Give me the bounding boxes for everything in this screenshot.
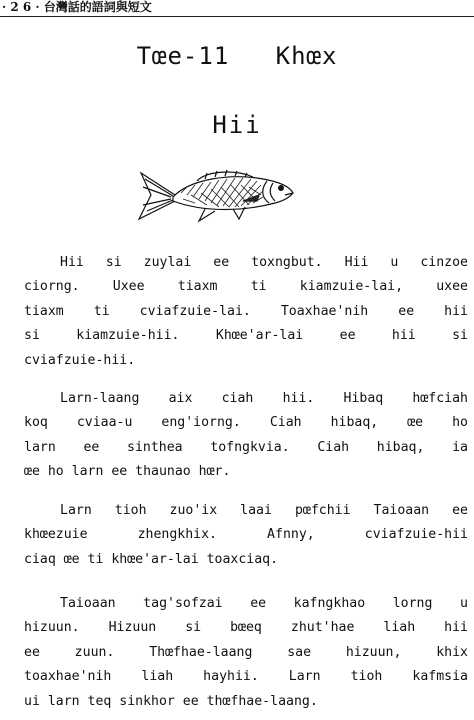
paragraph-line: cviafzuie-hii.: [24, 352, 136, 368]
fish-illustration: [135, 165, 297, 229]
paragraph-3: [24, 499, 468, 572]
paragraph-line: hizuun. Hizuun si bœeq zhut'hae liah hii: [24, 620, 468, 636]
paragraph-line: ee zuun. Thœfhae-laang sae hizuun, khix: [24, 644, 468, 660]
paragraph-line: ciaq œe ti khœe'ar-lai toaxciaq.: [24, 551, 279, 567]
paragraph-line: Larn tioh zuo'ix laai pœfchii Taioaan ee: [60, 503, 468, 518]
page-header-text: · 2 6 · 台灣話的語詞與短文: [2, 0, 152, 14]
paragraph-line: si kiamzuie-hii. Khœe'ar-lai ee hii si: [24, 328, 468, 344]
paragraph-line: toaxhae'nih liah hayhii. Larn tioh kafmsia: [24, 669, 468, 685]
paragraph-4: [24, 592, 468, 714]
page-header: [0, 0, 474, 17]
lesson-subtitle: Hii: [212, 111, 262, 139]
paragraph-line: tiaxm ti cviafzuie-lai. Toaxhae'nih ee hii: [24, 303, 468, 319]
paragraph-line: Taioaan tag'sofzai ee kafngkhao lorng u: [60, 596, 468, 611]
paragraph-line: khœezuie zhengkhix. Afnny, cviafzuie-hii: [24, 527, 468, 543]
paragraph-line: Hii si zuylai ee toxngbut. Hii u cinzoe: [60, 255, 468, 270]
paragraph-line: Larn-laang aix ciah hii. Hibaq hœfciah: [60, 391, 468, 406]
paragraph-line: ciorng. Uxee tiaxm ti kiamzuie-lai, uxee: [24, 279, 468, 295]
paragraph-line: koq cviaa-u eng'iorng. Ciah hibaq, œe ho: [24, 415, 468, 431]
paragraph-line: œe ho larn ee thaunao hœr.: [24, 464, 231, 480]
paragraph-line: ui larn teq sinkhor ee thœfhae-laang.: [24, 693, 318, 709]
paragraph-2: [24, 387, 468, 485]
paragraph-1: [24, 251, 468, 373]
lesson-title: Tœe-11 Khœx: [136, 42, 338, 70]
paragraph-line: larn ee sinthea tofngkvia. Ciah hibaq, ia: [24, 439, 468, 455]
